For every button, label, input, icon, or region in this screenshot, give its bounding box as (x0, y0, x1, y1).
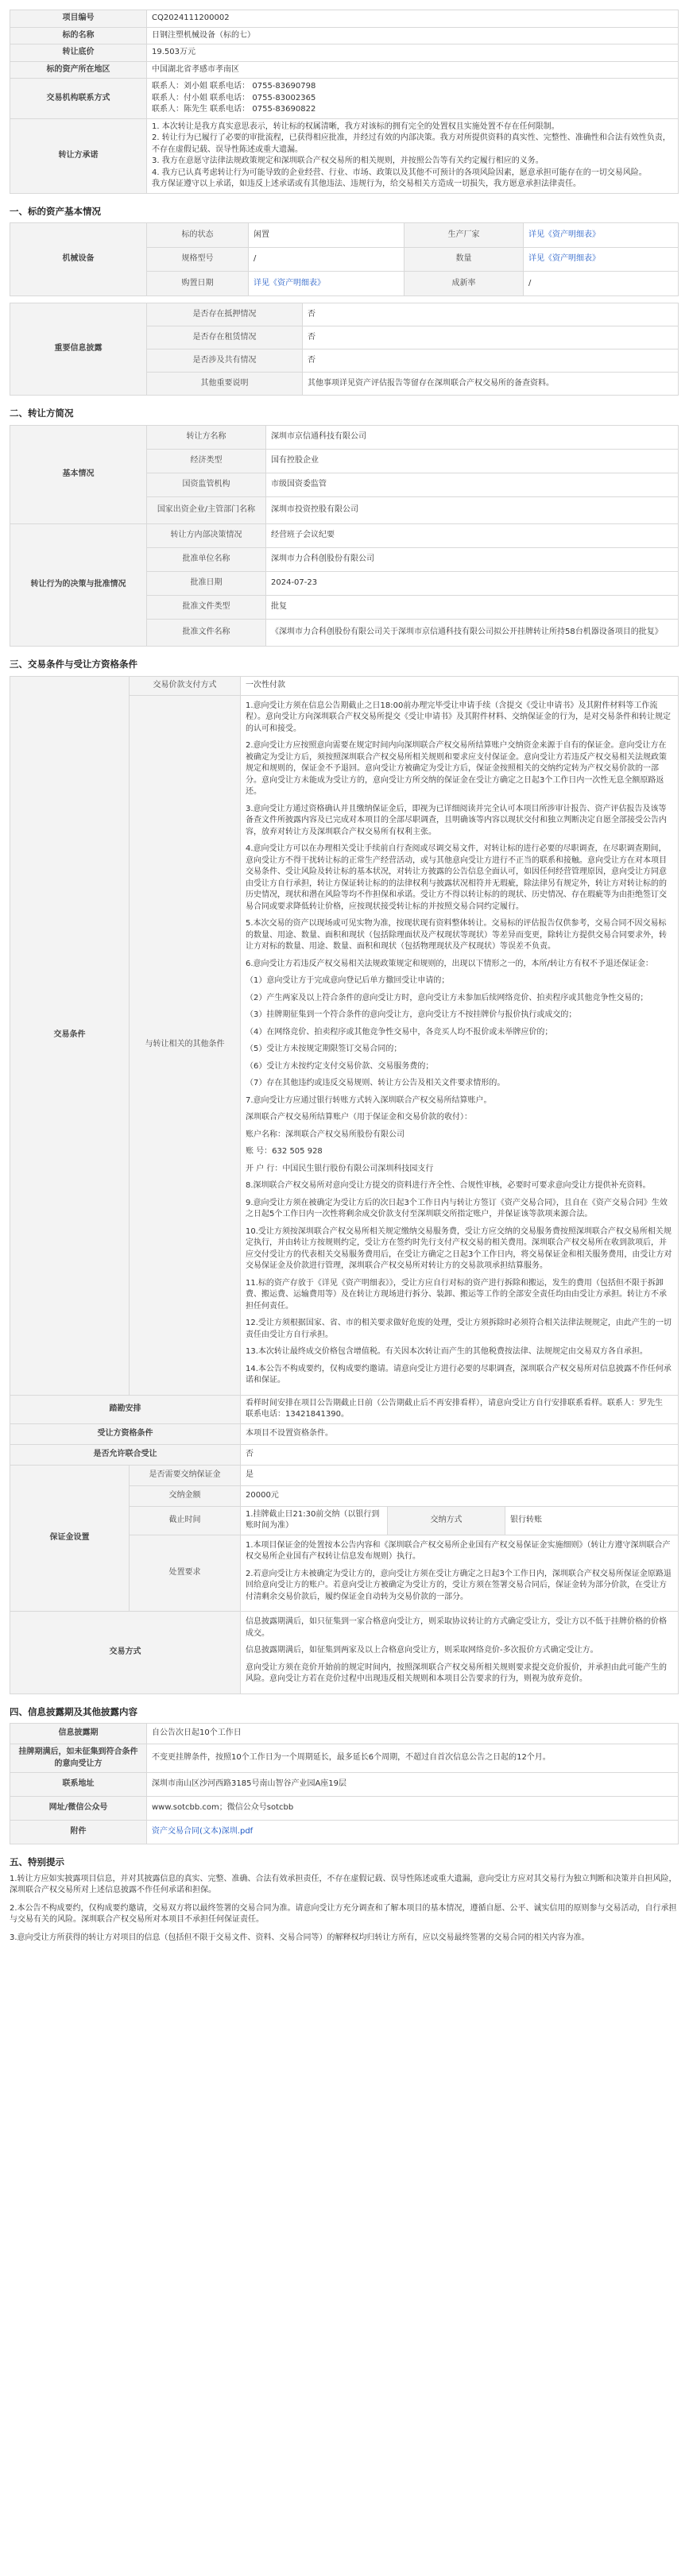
deposit-deadline: 1.挂牌截止日21:30前交纳（以银行到账时间为准） (241, 1506, 388, 1535)
condition-item: 12.受让方须根据国家、省、市的相关要求做好危废的处理，受让方须拆除时必须符合相关法律法规规定，由此产生的一切责任由受让方自行承担。 (246, 1319, 672, 1339)
condition-item: 2.意向受让方应按照意向需要在规定时间内向深圳联合产权交易所结算账户交纳资金来源于自有的保证金。意向受让方在被确定为受让方后，须按照深圳联合产权交易所相关规则和要求应支付保证金。意向受让方若违反产权交易相关法规政策规定和规则的，保证金不予退回。意向受让方被确定为受让方后，保证金按照相关的交纳约定转为产权交易价款的一部分。意向受让方未能成为受让方的，意向受让方所交纳的保证金在受让方确定之日起3个工作日内一次性无息全额原路返还。 (246, 741, 667, 797)
approver-label: 批准单位名称 (147, 547, 266, 571)
condition-item: 深圳联合产权交易所结算账户（用于保证金和交易价款的收付）： (246, 1113, 472, 1122)
mortgage-label: 是否存在抵押情况 (147, 303, 303, 326)
disclosure-table (10, 1723, 679, 1844)
qty-label: 数量 (404, 247, 524, 272)
spec-label: 规格型号 (147, 247, 249, 272)
transferor-name-label: 转让方名称 (147, 425, 266, 449)
trade-method (241, 1612, 679, 1694)
payment-label: 交易价款支付方式 (130, 676, 241, 695)
name-label: 标的名称 (10, 27, 147, 44)
parent: 深圳市投资控股有限公司 (266, 496, 679, 523)
spec-value: / (249, 247, 404, 272)
condition-item: 开 户 行：中国民生银行股份有限公司深圳科技园支行 (246, 1164, 434, 1173)
note-item: 3.意向受让方所获得的转让方对项目的信息（包括但不限于交易文件、资料、交易合同等）的解释权均归转让方所有，应以交易最终签署的交易合同的相关内容为准。 (10, 1933, 590, 1942)
condition-item: 1.意向受让方须在信息公告期截止之日18:00前办理完毕受让申请手续（含提交《受让申请书》及其附件材料等工作流程）。意向受让方向深圳联合产权交易所提交《受让申请书》及其附件材料、交纳保证金的行为，是对交易条件和转让规定的认可和接受。 (246, 701, 671, 733)
condition-item: 13.本次转让最终成交价格包含增值税。有关因本次转让而产生的其他税费按法律、法规规定由交易双方各自承担。 (246, 1347, 648, 1357)
website: www.sotcbb.com；微信公众号sotcbb (147, 1797, 679, 1821)
internal-decision: 经营班子会议纪要 (266, 523, 679, 547)
maker-label: 生产厂家 (404, 223, 524, 248)
method-item: 信息披露期满后，如只征集到一家合格意向受让方，则采取协议转让的方式确定受让方，受让方以不低于挂牌价格的价格成交。 (246, 1617, 667, 1638)
other-conditions (241, 695, 679, 1395)
lease-label: 是否存在租赁情况 (147, 326, 303, 350)
doc-name-label: 批准文件名称 (147, 619, 266, 646)
address-label: 联系地址 (10, 1773, 147, 1797)
condition-item: 7.意向受让方应通过银行转账方式转入深圳联合产权交易所结算账户。 (246, 1095, 492, 1105)
promise-label: 转让方承诺 (10, 118, 147, 193)
status-value: 闲置 (249, 223, 404, 248)
other-note-label: 其他重要说明 (147, 373, 303, 396)
promise-item: 2. 转让行为已履行了必要的审批流程，已获得相应批准，并经过有效的内部决策。我方对所提供资料的真实性、完整性、准确性和合法有效性负责，不存在虚假记载、误导性陈述或重大遗漏。 (152, 133, 671, 154)
purchase-date-label: 购置日期 (147, 272, 249, 296)
decision-label: 转让行为的决策与批准情况 (10, 523, 147, 646)
econ-type: 国有控股企业 (266, 449, 679, 473)
section-2-title: 二、转让方简况 (10, 407, 74, 419)
important-info-table (10, 303, 679, 396)
attachment-label: 附件 (10, 1821, 147, 1844)
econ-type-label: 经济类型 (147, 449, 266, 473)
regulator-label: 国资监管机构 (147, 473, 266, 496)
condition-item: 14.本公告不构成要约，仅构成要约邀请。请意向受让方进行必要的尽职调查，深圳联合产权交易所对信息披露不作任何承诺和保证。 (246, 1364, 672, 1385)
trade-label: 交易条件 (10, 676, 130, 1395)
lease-value: 否 (303, 326, 679, 350)
deposit-amount-label: 交纳金额 (130, 1485, 241, 1506)
price: 19.503万元 (147, 44, 679, 62)
condition-item: （3）挂牌期征集到一个符合条件的意向受让方，意向受让方不按挂牌价与报价执行或成交的； (246, 1010, 577, 1020)
trade-table (10, 676, 679, 1694)
handle-item: 2.若意向受让方未被确定为受让方的，意向受让方须在受让方确定之日起3个工作日内，深圳联合产权交易所保证金原路退回给意向受让方的账户。若意向受让方被确定为受让方的，受让方须在签署交易合同后，保证金转为部分价款，在受让方付清剩余交易价款后，履约保证金自动转为交易价款的一部分。 (246, 1569, 672, 1601)
deposit-need-label: 是否需要交纳保证金 (130, 1465, 241, 1485)
condition-item: 6.意向受让方若违反产权交易相关法规政策规定和规则的，出现以下情形之一的，本所/转让方有权不予退还保证金： (246, 959, 653, 968)
location: 中国湖北省孝感市孝南区 (147, 61, 679, 79)
condition-item: （4）在网络竞价、拍卖程序或其他竞争性交易中，各竞买人均不报价或未举牌应价的； (246, 1027, 553, 1037)
transferor-table (10, 425, 679, 647)
trade-method-label: 交易方式 (10, 1612, 241, 1694)
condition-item: （5）受让方未按规定期限签订交易合同的； (246, 1045, 402, 1054)
newness-value: / (524, 272, 679, 296)
condition-item: 账 号：632 505 928 (246, 1147, 323, 1157)
contact-line: 联系人：陈先生 联系电话： 0755-83690822 (152, 105, 316, 114)
attachment-link[interactable]: 资产交易合同(文本)深圳.pdf (147, 1821, 679, 1844)
promise-item: 1. 本次转让是我方真实意思表示，转让标的权属清晰，我方对该标的拥有完全的处置权且实施处置不存在任何限制。 (152, 122, 559, 131)
promise-item: 我方保证遵守以上承诺，如违反上述承诺或有其他违法、违规行为，给交易相关方造成一切损失，我方愿意承担法律责任。 (152, 180, 581, 188)
contact-label: 交易机构联系方式 (10, 79, 147, 119)
promise-item: 4. 我方已认真考虑转让行为可能导致的企业经营、行业、市场、政策以及其他不可预计的各项风险因素，愿意承担可能存在的一切交易风险。 (152, 168, 647, 177)
doc-type-label: 批准文件类型 (147, 595, 266, 619)
project-no-label: 项目编号 (10, 10, 147, 28)
important-label: 重要信息披露 (10, 303, 147, 396)
parent-label: 国家出资企业/主管部门名称 (147, 496, 266, 523)
promise-item: 3. 我方在意愿守法律法规政策规定和深圳联合产权交易所的相关规则，并按照公告等有关约定履行相应的义务。 (152, 156, 544, 165)
address: 深圳市南山区沙河西路3185号南山智谷产业园A座19层 (147, 1773, 679, 1797)
section-1-title: 一、标的资产基本情况 (10, 205, 101, 217)
deposit-handle (241, 1535, 679, 1612)
condition-item: （2）产生两家及以上符合条件的意向受让方时，意向受让方未参加后续网络竞价、拍卖程序或其他竞争性交易的； (246, 993, 648, 1002)
shared-value: 否 (303, 350, 679, 373)
doc-type: 批复 (266, 595, 679, 619)
period-label: 信息披露期 (10, 1724, 147, 1744)
method-item: 意向受让方须在竞价开始前的规定时间内，按照深圳联合产权交易所相关规则要求提交竞价报价，并承担由此可能产生的风险。意向受让方若在竞价过程中出现违反相关规则和本项目公告要求的行为，则视为放弃竞价。 (246, 1663, 667, 1684)
basic-info-table (10, 10, 679, 194)
newness-label: 成新率 (404, 272, 524, 296)
location-label: 标的资产所在地区 (10, 61, 147, 79)
visit-label: 踏勘安排 (10, 1395, 241, 1423)
approve-date-label: 批准日期 (147, 571, 266, 595)
maker-value[interactable]: 详见《资产明细表》 (524, 223, 679, 248)
extend: 不变更挂牌条件，按照10个工作日为一个周期延长，最多延长6个周期，不超过自首次信息公告之日起的12个月。 (147, 1744, 679, 1773)
status-label: 标的状态 (147, 223, 249, 248)
website-label: 网址/微信公众号 (10, 1797, 147, 1821)
price-label: 转让底价 (10, 44, 147, 62)
approve-date: 2024-07-23 (266, 571, 679, 595)
condition-item: 4.意向受让方可以在办理相关受让手续前自行查阅或尽调交易文件，对转让标的进行必要的尽职调查，在尽职调查期间，意向受让方不得干扰转让标的正常生产经营活动，或与其他意向受让方进行不正当的联系和接触。意向受让方在对本项目交易条件、受让风险及转让标的基本状况，对转让方披露的公告信息全面认可，如因任何经营管理原因，意向受让方同意由受让方自行承担，转让方保证转让标的的法律权利与披露状况相符并无瑕疵，除法律另有规定外，转让方对转让标的的历史情况，现状和潜在风险等均不作担保和承诺。受让方不得以转让标的的现状、历史情况、存在瑕疵等为由拒绝签订交易合同或要求降低转让价格，应按现状接受转让标的并按照交易合同约定履行。 (246, 844, 667, 911)
deposit-method-label: 交纳方式 (388, 1506, 505, 1535)
purchase-date-value[interactable]: 详见《资产明细表》 (249, 272, 404, 296)
special-notes (10, 1874, 679, 1945)
deposit-handle-label: 处置要求 (130, 1535, 241, 1612)
equip-label: 机械设备 (10, 223, 147, 296)
condition-item: （1）意向受让方于完成意向登记后单方撤回受让申请的； (246, 976, 450, 986)
equipment-table (10, 222, 679, 296)
condition-item: （7）存在其他违约或违反交易规则、转让方公告及相关文件要求情形的。 (246, 1079, 505, 1088)
deposit-need: 是 (241, 1465, 679, 1485)
period: 自公告次日起10个工作日 (147, 1724, 679, 1744)
note-item: 1.转让方应如实披露项目信息，并对其披露信息的真实、完整、准确、合法有效承担责任，不存在虚假记载、误导性陈述或重大遗漏，意向受让方应对其交易行为独立判断和决策并自担风险，深圳联合产权交易所对上述信息披露不作任何承诺和担保。 (10, 1874, 677, 1895)
regulator: 市级国资委监管 (266, 473, 679, 496)
handle-item: 1.本项目保证金的处置按本公告内容和《深圳联合产权交易所企业国有产权交易保证金实施细则》（转让方遵守深圳联合产权交易所企业国有产权转让信息发布规则）执行。 (246, 1540, 671, 1562)
section-5-title: 五、特别提示 (10, 1856, 64, 1868)
promises (147, 118, 679, 193)
condition-item: 3.意向受让方通过资格确认并且缴纳保证金后，即视为已详细阅读并完全认可本项目所涉审计报告、资产评估报告及该等备查文件所披露内容及已完成对本项目的全部尽职调查，且明确该等内容以现状交付和独立判断决定自愿全部接受公告内容，放弃对转让方及深圳联合产权交易所有权利主张。 (246, 804, 667, 836)
doc-name: 《深圳市力合科创股份有限公司关于深圳市京信通科技有限公司拟公开挂牌转让所持58台机器设备项目的批复》 (266, 619, 679, 646)
other-cond-label: 与转让相关的其他条件 (130, 695, 241, 1395)
section-4-title: 四、信息披露期及其他披露内容 (10, 1705, 137, 1717)
mortgage-value: 否 (303, 303, 679, 326)
condition-item: （6）受让方未按约定支付交易价款、交易服务费的； (246, 1061, 434, 1071)
approver: 深圳市力合科创股份有限公司 (266, 547, 679, 571)
deposit-label: 保证金设置 (10, 1465, 130, 1612)
section-3-title: 三、交易条件与受让方资格条件 (10, 658, 137, 670)
payment: 一次性付款 (241, 676, 679, 695)
transferor-name: 深圳市京信通科技有限公司 (266, 425, 679, 449)
extend-label: 挂牌期满后，如未征集到符合条件的意向受让方 (10, 1744, 147, 1773)
qual: 本项目不设置资格条件。 (241, 1423, 679, 1444)
contact-line: 联系人：付小姐 联系电话： 0755-83002365 (152, 93, 316, 102)
deposit-deadline-label: 截止时间 (130, 1506, 241, 1535)
visit: 看样时间安排在项目公告期截止日前（公告期截止后不再安排看样），请意向受让方自行安排联系看样。联系人：罗先生 联系电话：13421841390。 (241, 1395, 679, 1423)
condition-item: 11.标的资产存放于《详见《资产明细表》》，受让方应自行对标的资产进行拆除和搬运，发生的费用（包括但不限于拆卸费、搬运费、运输费用等）及在转让方现场进行拆分、装卸、搬运等工作的全部安全责任均由由受让方承担。转让方不承担任何责任。 (246, 1278, 667, 1311)
deposit-amount: 20000元 (241, 1485, 679, 1506)
contacts (147, 79, 679, 119)
condition-item: 账户名称：深圳联合产权交易所股份有限公司 (246, 1130, 404, 1139)
consortium-label: 是否允许联合受让 (10, 1444, 241, 1465)
internal-decision-label: 转让方内部决策情况 (147, 523, 266, 547)
condition-item: 5.本次交易的资产以现场或可见实物为准，按现状现有资料整体转让。交易标的评估报告仅供参考，交易合同不因交易标的数量、用途、数量、面积和现状（包括除理面状及产权现状等现状）等差异而变更，除转让方提供交易合同要求外，转让方对标的数量、用途、数量、面积和现状（包括物理现状及产权现状）等误差不负责。 (246, 919, 667, 952)
qty-value[interactable]: 详见《资产明细表》 (524, 247, 679, 272)
contact-line: 联系人：刘小姐 联系电话： 0755-83690798 (152, 82, 316, 91)
condition-item: 8.深圳联合产权交易所对意向受让方提交的资料进行齐全性、合规性审核，必要时可要求意向受让方提供补充资料。 (246, 1181, 651, 1191)
method-item: 信息披露期满后，如征集到两家及以上合格意向受让方，则采取网络竞价-多次报价方式确定受让方。 (246, 1646, 598, 1655)
qual-label: 受让方资格条件 (10, 1423, 241, 1444)
shared-label: 是否涉及共有情况 (147, 350, 303, 373)
consortium: 否 (241, 1444, 679, 1465)
condition-item: 9.意向受让方须在被确定为受让方后的次日起3个工作日内与转让方签订《资产交易合同》，且自在《资产交易合同》生效之日起5个工作日内一次性将剩余成交价款支付至深圳联交所指定账户，并保证该等款项来源合法。 (246, 1198, 668, 1219)
condition-item: 10.受让方须按深圳联合产权交易所相关规定缴纳交易服务费，受让方应交纳的交易服务费按照深圳联合产权交易所相关规定执行，并由转让方按规则约定，受让方在签约时先行支付产权交易的相关费用。深圳联合产权交易所在收到款项后，并应交付受让方的代表相关交易服务费用后，在受让方确定之日起3个工作日内，将交易保证金和相关服务费用，由受让方对交易保证金及价款进行管理，深圳联合产权交易所对转让方的交易款项承担结算服务。 (246, 1226, 672, 1271)
project-no: CQ2024111200002 (147, 10, 679, 28)
basic-label: 基本情况 (10, 425, 147, 523)
deposit-method: 银行转账 (505, 1506, 679, 1535)
project-name: 日钢注塑机械设备（标的七） (147, 27, 679, 44)
other-note-value: 其他事项详见资产评估报告等留存在深圳联合产权交易所的备查资料。 (303, 373, 679, 396)
note-item: 2.本公告不构成要约，仅构成要约邀请，交易双方将以最终签署的交易合同为准。请意向受让方充分调查和了解本项目的基本情况，遵循自愿、公平、诚实信用的原则参与交易活动，自行承担与交易有关的风险。深圳联合产权交易所对本项目不承担任何保证责任。 (10, 1903, 677, 1925)
